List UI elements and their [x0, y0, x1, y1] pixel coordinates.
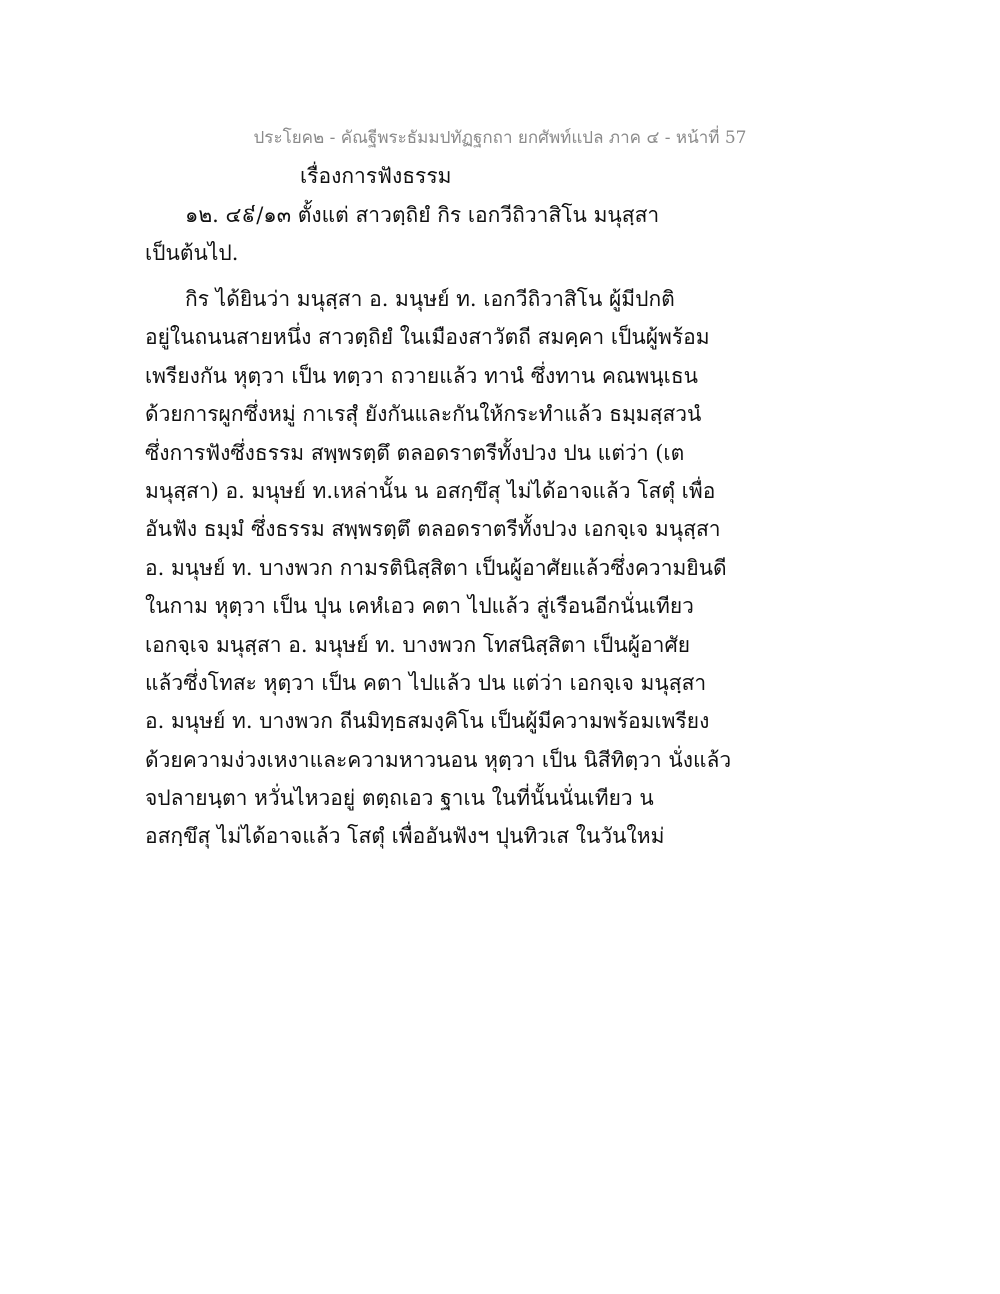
body-line: อสกฺขึสุ ไม่ได้อาจแล้ว โสตุํ เพื่ออันฟังฯ ปุนทิวเส ในวันใหม่ — [145, 824, 665, 849]
intro-line: ๑๒. ๔៩/๑๓ ตั้งแต่ สาวตฺถิยํ กิร เอกวีถิวาสิโน มนุสฺสา — [185, 203, 660, 227]
body-line: เพรียงกัน หุตฺวา เป็น ทตฺวา ถวายแล้ว ทานํ ซึ่งทาน คณพนฺเธน — [145, 363, 699, 388]
body-line: อันฟัง ธมฺมํ ซึ่งธรรม สพฺพรตฺตึ ตลอดราตรีทั้งปวง เอกจฺเจ มนุสฺสา — [145, 517, 721, 542]
intro-line: เป็นต้นไป. — [145, 241, 239, 266]
body-line: เอกจฺเจ มนุสฺสา อ. มนุษย์ ท. บางพวก โทสนิสฺสิตา เป็นผู้อาศัย — [145, 632, 691, 657]
body-line: อยู่ในถนนสายหนึ่ง สาวตฺถิยํ ในเมืองสาวัตถี สมคฺคา เป็นผู้พร้อม — [145, 325, 710, 350]
section-title: เรื่องการฟังธรรม — [300, 164, 452, 188]
body-line: ในกาม หุตฺวา เป็น ปุน เคหํเอว คตา ไปแล้ว สู่เรือนอีกนั่นเทียว — [145, 594, 694, 619]
body-line: อ. มนุษย์ ท. บางพวก ถีนมิทฺธสมงฺคิโน เป็นผู้มีความพร้อมเพรียง — [145, 709, 710, 734]
body-line: อ. มนุษย์ ท. บางพวก กามรตินิสฺสิตา เป็นผู้อาศัยแล้วซึ่งความยินดี — [145, 555, 727, 580]
body-line: แล้วซึ่งโทสะ หุตฺวา เป็น คตา ไปแล้ว ปน แต่ว่า เอกจฺเจ มนุสฺสา — [145, 670, 707, 695]
running-header: ประโยค๒ - คัณฐีพระธัมมปทัฏฐกถา ยกศัพท์แปล ภาค ๔ - หน้าที่ 57 — [253, 128, 747, 148]
body-line: ซึ่งการฟังซึ่งธรรม สพฺพรตฺตึ ตลอดราตรีทั้งปวง ปน แต่ว่า (เต — [145, 440, 685, 465]
body-line: จปลายนฺตา หวั่นไหวอยู่ ตตฺถเอว ฐาเน ในที่นั้นนั่นเทียว น — [145, 786, 654, 811]
body-line: ด้วยความง่วงเหงาและความหาวนอน หุตฺวา เป็น นิสีทิตฺวา นั่งแล้ว — [145, 747, 732, 772]
body-paragraph — [145, 280, 732, 856]
intro-paragraph — [145, 196, 705, 273]
body-line: มนุสฺสา) อ. มนุษย์ ท.เหล่านั้น น อสกฺขึสุ ไม่ได้อาจแล้ว โสตุํ เพื่อ — [145, 478, 716, 503]
body-line: กิร ได้ยินว่า มนุสฺสา อ. มนุษย์ ท. เอกวีถิวาสิโน ผู้มีปกติ — [185, 287, 675, 311]
body-line: ด้วยการผูกซึ่งหมู่ กาเรสุํ ยังกันและกันให้กระทำแล้ว ธมฺมสฺสวนํ — [145, 402, 702, 427]
